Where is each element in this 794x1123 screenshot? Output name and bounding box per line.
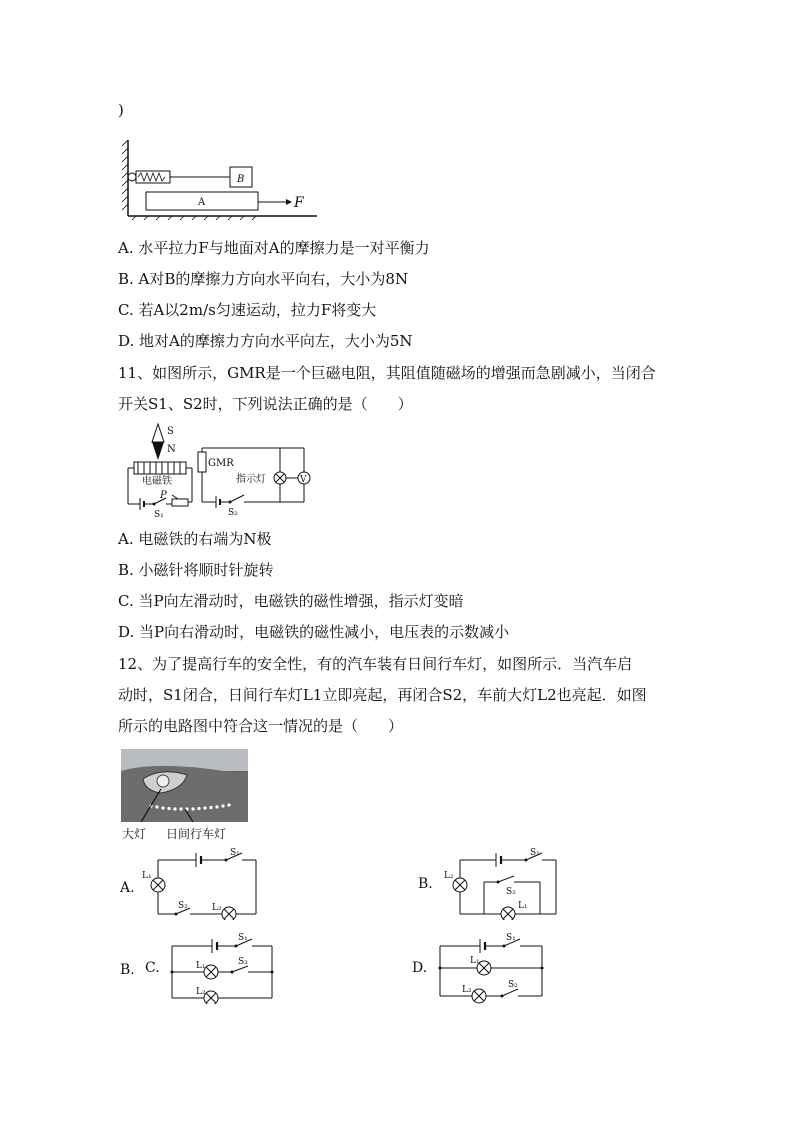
q12-option-a-label[interactable]: A. xyxy=(120,880,135,896)
circuit-d-s1: S₁ xyxy=(506,933,516,943)
q11-option-a[interactable]: A. 电磁铁的右端为N极 xyxy=(118,530,272,548)
circuit-a-l1: L₁ xyxy=(142,871,152,881)
q12-stem-line2: 动时，S1闭合，日间行车灯L1立即亮起，再闭合S2，车前大灯L2也亮起．如图 xyxy=(118,686,647,704)
headlight-caption: 大灯 xyxy=(122,827,147,841)
circuit-c-l1: L₁ xyxy=(196,961,206,971)
circuit-d-l2: L₂ xyxy=(462,985,472,995)
q12-stem-line1: 12、为了提高行车的安全性，有的汽车装有日间行车灯，如图所示．当汽车启 xyxy=(118,655,633,673)
q10-option-d[interactable]: D. 地对A的摩擦力方向水平向左，大小为5N xyxy=(118,332,413,350)
circuit-c-l2: L₂ xyxy=(196,987,206,997)
q11-figure xyxy=(120,422,320,520)
circuit-c xyxy=(166,930,281,1004)
compass-n-label: N xyxy=(167,444,176,455)
car-headlight-photo xyxy=(121,749,248,822)
q12-option-b-label[interactable]: B. xyxy=(418,876,433,892)
continuation-paren: ) xyxy=(118,101,124,119)
q10-option-c[interactable]: C. 若A以2m/s匀速运动，拉力F将变大 xyxy=(118,301,377,319)
electromagnet-label: 电磁铁 xyxy=(142,476,172,487)
q11-option-c[interactable]: C. 当P向左滑动时，电磁铁的磁性增强，指示灯变暗 xyxy=(118,592,464,610)
circuit-a xyxy=(140,848,265,920)
circuit-b xyxy=(440,846,565,920)
circuit-a-s1: S₁ xyxy=(230,848,240,858)
q11-option-b[interactable]: B. 小磁针将顺时针旋转 xyxy=(118,561,274,579)
gmr-label: GMR xyxy=(208,458,234,469)
circuit-d-s2: S₂ xyxy=(508,980,518,990)
q11-s1-label: S₁ xyxy=(154,510,164,520)
force-f-label: F xyxy=(294,195,304,211)
q12-option-d-label[interactable]: D. xyxy=(412,960,428,976)
circuit-b-s1: S₁ xyxy=(530,848,540,858)
compass-s-label: S xyxy=(167,426,174,437)
circuit-a-s2: S₂ xyxy=(178,901,188,911)
block-b-label: B xyxy=(237,174,245,185)
q12-stem-line3: 所示的电路图中符合这一情况的是（ ） xyxy=(118,717,404,735)
slider-p-label: P xyxy=(160,490,167,501)
circuit-d-l1: L₁ xyxy=(470,956,480,966)
circuit-c-s2: S₂ xyxy=(238,957,248,967)
voltmeter-label: V xyxy=(300,475,307,485)
circuit-b-l2: L₂ xyxy=(444,871,454,881)
q10-option-b[interactable]: B. A对B的摩擦力方向水平向右，大小为8N xyxy=(118,270,409,288)
circuit-c-s1: S₁ xyxy=(238,933,248,943)
circuit-a-l2: L₂ xyxy=(212,903,222,913)
circuit-b-l1: L₁ xyxy=(518,901,528,911)
q11-option-d[interactable]: D. 当P向右滑动时，电磁铁的磁性减小，电压表的示数减小 xyxy=(118,623,510,641)
q10-figure xyxy=(122,140,322,220)
q12-option-b2-label[interactable]: B. xyxy=(120,962,135,978)
circuit-b-s2: S₂ xyxy=(506,887,516,897)
q11-stem-line2: 开关S1、S2时，下列说法正确的是（ ） xyxy=(118,395,413,413)
q11-s2-label: S₂ xyxy=(228,508,238,518)
indicator-label: 指示灯 xyxy=(236,474,266,485)
q11-stem-line1: 11、如图所示，GMR是一个巨磁电阻，其阻值随磁场的增强而急剧减小，当闭合 xyxy=(118,364,656,382)
daytime-light-caption: 日间行车灯 xyxy=(166,827,227,841)
block-a-label: A xyxy=(198,197,206,208)
circuit-d xyxy=(434,930,549,1004)
q12-option-c-label[interactable]: C. xyxy=(145,960,160,976)
q10-option-a[interactable]: A. 水平拉力F与地面对A的摩擦力是一对平衡力 xyxy=(118,239,430,257)
